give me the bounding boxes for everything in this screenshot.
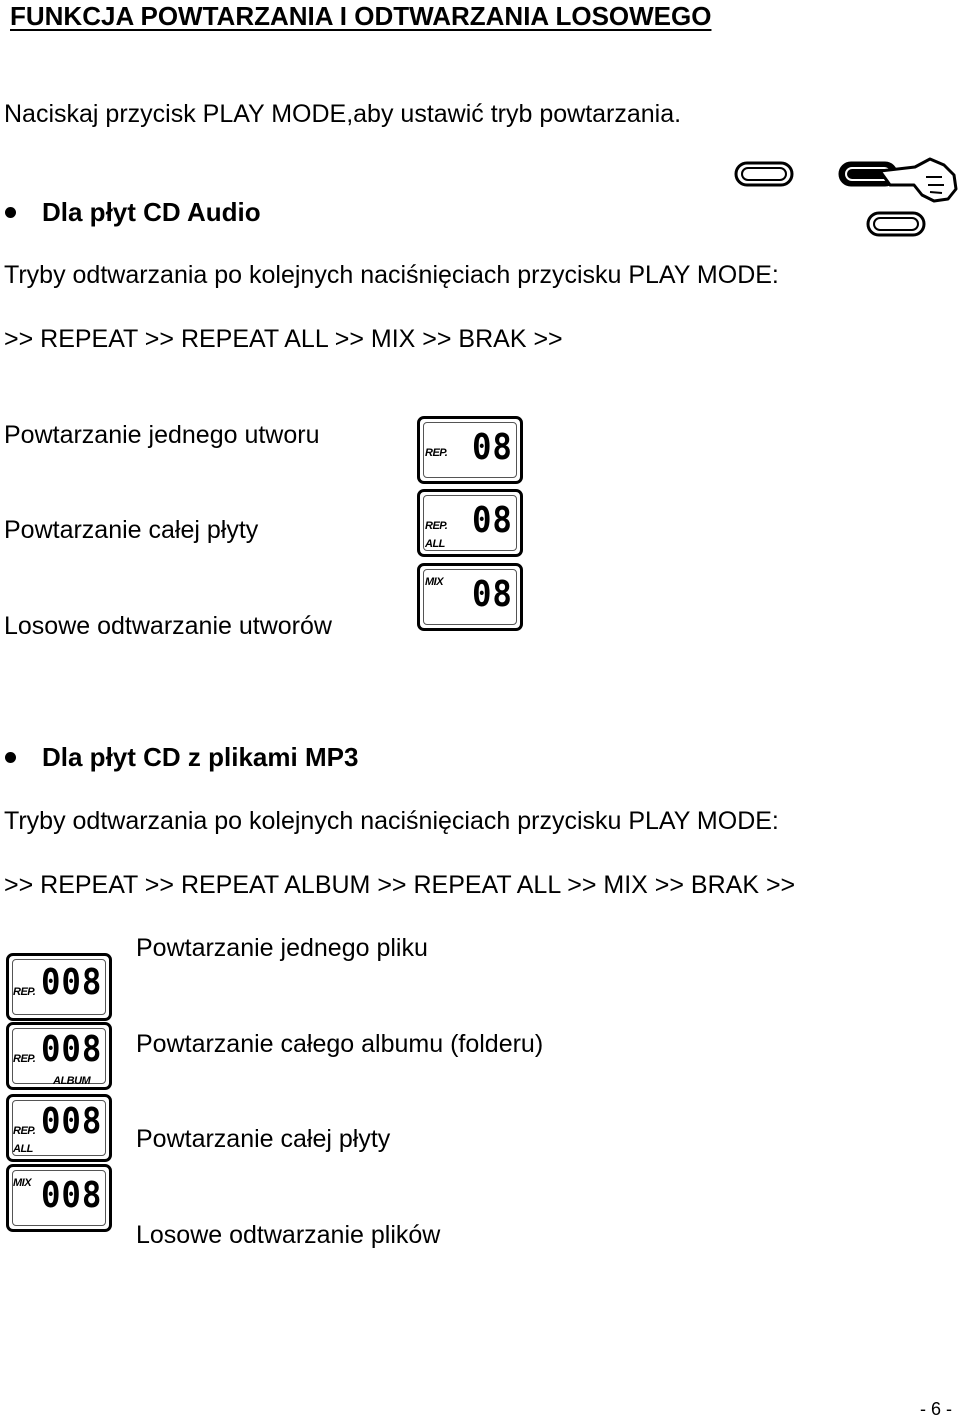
- lcd-label-bottom: ALBUM: [53, 1075, 91, 1087]
- mp3-mode-text: Powtarzanie jednego pliku: [136, 934, 428, 962]
- lcd-label: REP.: [13, 1125, 36, 1137]
- lcd-label: REP.: [13, 1053, 36, 1065]
- cd-audio-sequence: >> REPEAT >> REPEAT ALL >> MIX >> BRAK >>: [4, 325, 563, 353]
- button-press-icon: [730, 155, 960, 243]
- lcd-digits: 008: [41, 1101, 103, 1142]
- lcd-digits: 008: [41, 1029, 103, 1070]
- lcd-display: [6, 1022, 112, 1090]
- lcd-label: MIX: [13, 1177, 32, 1189]
- lcd-display: [417, 416, 523, 484]
- lcd-label: REP.: [425, 520, 448, 532]
- mp3-heading: Dla płyt CD z plikami MP3: [42, 742, 359, 772]
- lcd-display: [6, 1094, 112, 1162]
- lcd-digits: 08: [472, 427, 513, 468]
- lcd-display: [417, 489, 523, 557]
- page-title: FUNKCJA POWTARZANIA I ODTWARZANIA LOSOWEGO: [10, 1, 712, 31]
- lcd-label: MIX: [425, 576, 444, 588]
- cd-audio-sequence-intro: Tryby odtwarzania po kolejnych naciśnięciach przycisku PLAY MODE:: [4, 261, 779, 289]
- mp3-sequence: >> REPEAT >> REPEAT ALBUM >> REPEAT ALL >> MIX >> BRAK >>: [4, 871, 796, 899]
- bullet-dot: [5, 207, 16, 218]
- lcd-digits: 008: [41, 962, 103, 1003]
- lcd-label: REP.: [425, 447, 448, 459]
- cd-audio-heading: Dla płyt CD Audio: [42, 197, 261, 227]
- cd-mode-text: Powtarzanie całej płyty: [4, 516, 259, 544]
- lcd-label-2: ALL: [13, 1143, 33, 1155]
- mp3-mode-text: Powtarzanie całego albumu (folderu): [136, 1030, 544, 1058]
- page-number: - 6 -: [920, 1399, 953, 1419]
- mp3-mode-text: Losowe odtwarzanie plików: [136, 1221, 441, 1249]
- mp3-mode-text: Powtarzanie całej płyty: [136, 1125, 391, 1153]
- lcd-display: [6, 1164, 112, 1232]
- lcd-digits: 08: [472, 574, 513, 615]
- lcd-display: [6, 953, 112, 1021]
- cd-mode-text: Powtarzanie jednego utworu: [4, 421, 320, 449]
- lcd-digits: 08: [472, 500, 513, 541]
- bullet-dot: [5, 752, 16, 763]
- cd-mode-text: Losowe odtwarzanie utworów: [4, 612, 332, 640]
- lcd-digits: 008: [41, 1175, 103, 1216]
- intro-text: Naciskaj przycisk PLAY MODE,aby ustawić tryb powtarzania.: [4, 100, 682, 128]
- lcd-display: [417, 563, 523, 631]
- mp3-sequence-intro: Tryby odtwarzania po kolejnych naciśnięciach przycisku PLAY MODE:: [4, 807, 779, 835]
- lcd-label: REP.: [13, 986, 36, 998]
- lcd-label-2: ALL: [425, 538, 445, 550]
